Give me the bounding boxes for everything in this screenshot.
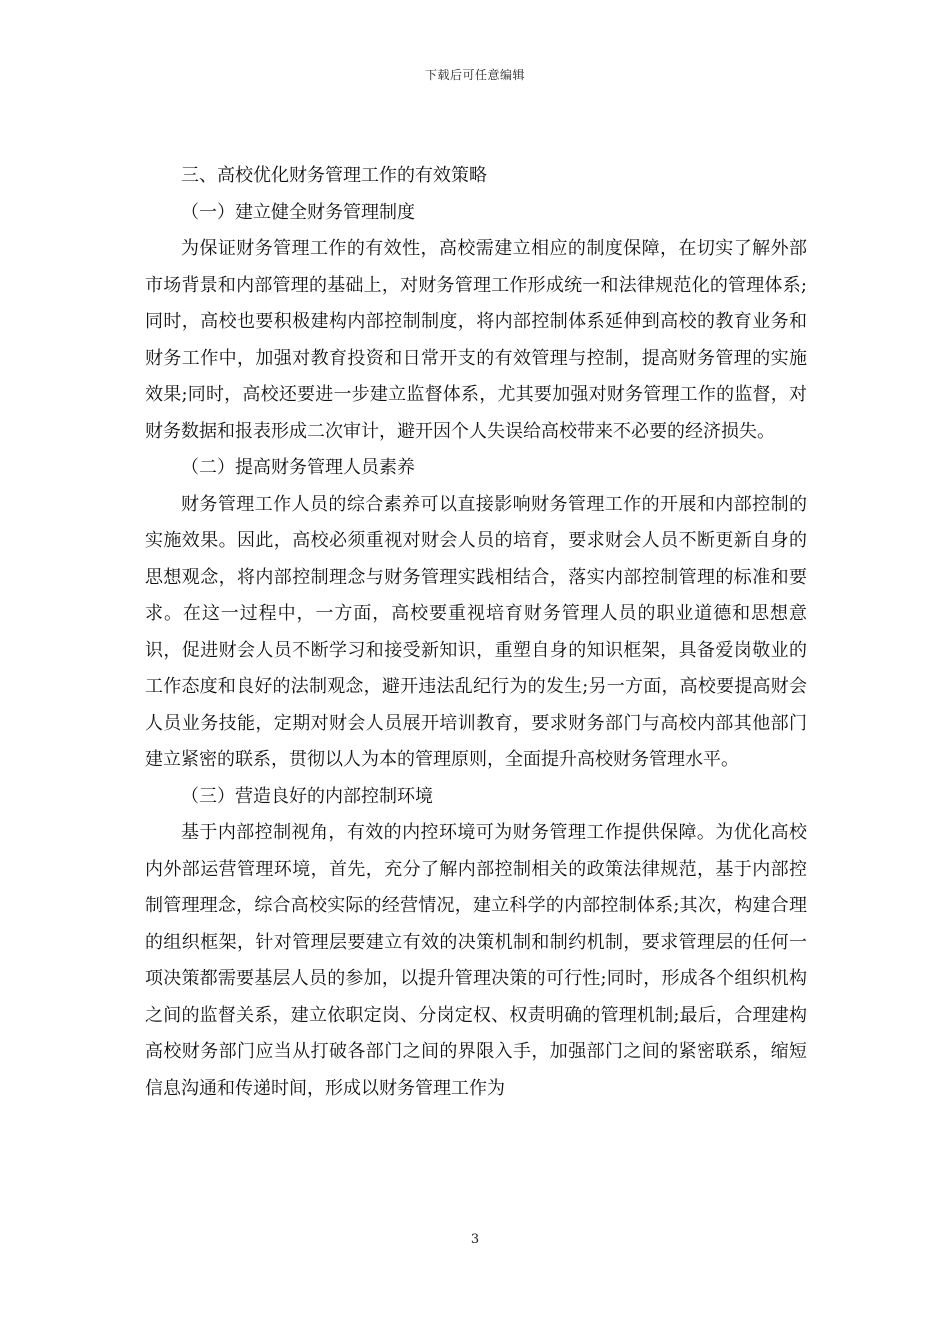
section-title: 三、高校优化财务管理工作的有效策略 bbox=[181, 165, 487, 186]
subsection-heading-2: （二）提高财务管理人员素养 bbox=[181, 457, 415, 478]
subsection-heading-1: （一）建立健全财务管理制度 bbox=[181, 201, 415, 223]
document-body bbox=[145, 158, 807, 1107]
subsection-body-3: 基于内部控制视角，有效的内控环境可为财务管理工作提供保障。为优化高校内外部运营管理环境，首先，充分了解内部控制相关的政策法律规范，基于内部控制管理理念，综合高校实际的经营情况，建立科学的内部控制体系;其次，构建合理的组织框架，针对管理层要建立有效的决策机制和制约机制，要求管理层的任何一项决策都需要基层人员的参加，以提升管理决策的可行性;同时，形成各个组织机构之间的监督关系，建立依职定岗、分岗定权、权责明确的管理机制;最后，合理建构高校财务部门应当从打破各部门之间的界限入手，加强部门之间的紧密联系，缩短信息沟通和传递时间，形成以财务管理工作为 bbox=[145, 822, 807, 1099]
page-number: 3 bbox=[470, 1232, 480, 1247]
page-header-note: 下载后可任意编辑 bbox=[424, 68, 525, 82]
subsection-body-2: 财务管理工作人员的综合素养可以直接影响财务管理工作的开展和内部控制的实施效果。因此，高校必须重视对财会人员的培育，要求财会人员不断更新自身的思想观念，将内部控制理念与财务管理实践相结合，落实内部控制管理的标准和要求。在这一过程中，一方面，高校要重视培育财务管理人员的职业道德和思想意识，促进财会人员不断学习和接受新知识，重塑自身的知识框架，具备爱岗敬业的工作态度和良好的法制观念，避开违法乱纪行为的发生;另一方面，高校要提高财会人员业务技能，定期对财会人员展开培训教育，要求财务部门与高校内部其他部门建立紧密的联系，贯彻以人为本的管理原则，全面提升高校财务管理水平。 bbox=[145, 493, 807, 770]
subsection-heading-3: （三）营造良好的内部控制环境 bbox=[181, 785, 433, 807]
subsection-body-1: 为保证财务管理工作的有效性，高校需建立相应的制度保障，在切实了解外部市场背景和内部管理的基础上，对财务管理工作形成统一和法律规范化的管理体系;同时，高校也要积极建构内部控制制度，将内部控制体系延伸到高校的教育业务和财务工作中，加强对教育投资和日常开支的有效管理与控制，提高财务管理的实施效果;同时，高校还要进一步建立监督体系，尤其要加强对财务管理工作的监督，对财务数据和报表形成二次审计，避开因个人失误给高校带来不必要的经济损失。 bbox=[145, 238, 807, 442]
